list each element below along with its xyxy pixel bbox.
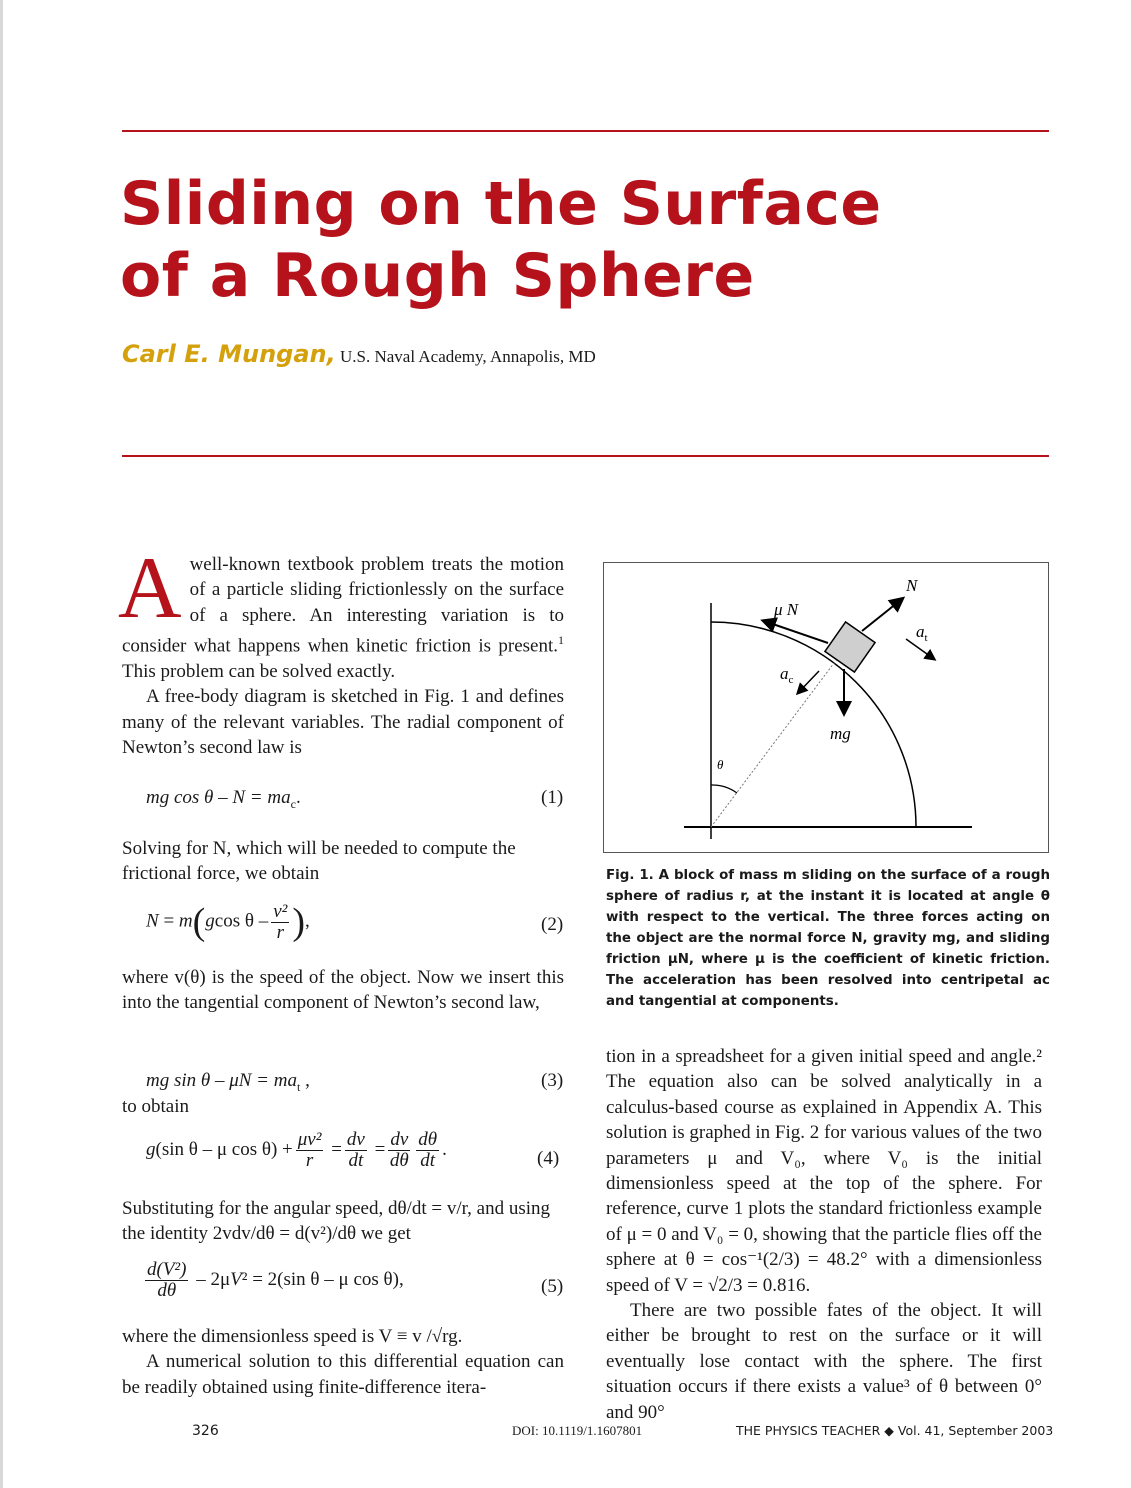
journal-info: THE PHYSICS TEACHER ◆ Vol. 41, September 2003 (736, 1423, 1054, 1438)
paragraph-5: to obtain (122, 1096, 190, 1117)
equation-4: g(sin θ – μ cos θ) + $\frac{\text{μv²}}{r}$ = $\frac{dv}{dt}$ = $\frac{dv}{d\theta}$ $\frac{d\theta}{dt}$ . (146, 1129, 447, 1171)
title-line-1: Sliding on the Surface (120, 169, 882, 239)
paragraph-1: well-known textbook problem treats the motion of a particle sliding frictionlessly on the surface of a sphere. An interesting variation is to consider what happens when kinetic friction is present. (122, 554, 564, 657)
right-column-text (606, 1044, 1042, 1425)
paragraph-2: A free-body diagram is sketched in Fig. 1 and defines many of the relevant variables. The radial component of Newton’s second law is (122, 686, 564, 759)
normal-force-arrow (862, 599, 902, 631)
theta-arc (711, 785, 737, 793)
friction-force-label: μ N (774, 600, 799, 619)
paragraph-1-end: This problem can be solved exactly. (122, 660, 396, 682)
paragraph-4: where v(θ) is the speed of the object. Now we insert this into the tangential component of Newton’s second law, (122, 967, 564, 1014)
paragraph-8: A numerical solution to this differential equation can be readily obtained using finite-difference itera- (122, 1351, 564, 1398)
equation-2: N = m(gcos θ – $\frac{\text{v²}}{r}$ ), (146, 900, 310, 943)
right-paragraph-1: tion in a spreadsheet for a given initial speed and angle.² The equation also can be solved analytically in a calculus-based course as explained in Appendix A. This solution is graphed in Fig. 2 for various values of the two parameters μ and V₀, where V₀ is the initial dimensionless speed at the top of the sphere. For reference, curve 1 plots the standard frictionless example of μ = 0 and V₀ = 0, showing that the particle flies off the sphere at θ = cos⁻¹(2/3) = 48.2° with a dimensionless speed of V = √2/3 = 0.816. (606, 1046, 1042, 1296)
page-edge (0, 0, 3, 1488)
radius-line (711, 655, 840, 827)
centripetal-accel-arrow (798, 671, 819, 693)
right-paragraph-2: There are two possible fates of the object. It will either be brought to rest on the surface or it will eventually lose contact with the sphere. The first situation occurs if there exists a value³ of θ between 0° and 90° (606, 1300, 1042, 1423)
theta-label: θ (717, 757, 724, 772)
equation-number-2: (2) (541, 914, 564, 935)
footnote-ref-1: 1 (558, 633, 564, 648)
tangential-accel-arrow (906, 639, 934, 659)
equation-number-5: (5) (541, 1276, 564, 1297)
drop-cap: A (118, 540, 182, 637)
paragraph-3: Solving for N, which will be needed to compute the frictional force, we obtain (122, 838, 516, 885)
sliding-block (825, 622, 875, 672)
author-affiliation: U.S. Naval Academy, Annapolis, MD (335, 347, 596, 366)
doi: DOI: 10.1119/1.1607801 (512, 1423, 643, 1438)
page-number: 326 (192, 1423, 219, 1439)
sphere-surface (711, 622, 916, 827)
intro-paragraphs (118, 540, 564, 761)
free-body-diagram (604, 563, 1048, 852)
figure-1-caption: Fig. 1. A block of mass m sliding on the surface of a rough sphere of radius r, at the instant it is located at angle θ with respect to the vertical. The three forces acting on the object are the normal force N, gravity mg, and sliding friction μN, where μ is the coefficient of kinetic friction. The acceleration has been resolved into centripetal ac and tangential at components. (606, 868, 1050, 1009)
equation-number-4: (4) (537, 1148, 560, 1169)
author-name: Carl E. Mungan, (122, 340, 336, 368)
tangential-accel-label: $a_t$ (916, 622, 928, 644)
article-title (120, 168, 882, 312)
equation-number-1: (1) (541, 787, 564, 808)
equation-3: mg $\sin \theta - \mu N = ma_t$ , (146, 1070, 310, 1094)
equation-5: $\frac{\text{d(V²)}}{d\theta}$ – 2μV² = 2(sin θ – μ cos θ), (147, 1259, 404, 1301)
header-bottom-rule (122, 455, 1049, 457)
title-line-2: of a Rough Sphere (120, 241, 755, 311)
centripetal-accel-label: $a_c$ (780, 664, 794, 686)
byline (122, 340, 596, 368)
paragraph-6: Substituting for the angular speed, dθ/dt = v/r, and using the identity 2vdv/dθ = d(v²)/dθ we get (122, 1198, 551, 1245)
closing-paragraphs (122, 1324, 564, 1400)
top-rule (122, 130, 1049, 132)
figure-1 (603, 562, 1049, 853)
paragraph-7: where the dimensionless speed is V ≡ v /√rg. (122, 1326, 463, 1347)
gravity-label: mg (830, 724, 851, 743)
normal-force-label: N (906, 576, 918, 595)
equation-number-3: (3) (541, 1070, 564, 1091)
equation-1: mg $\cos \theta - N = ma_c$. (146, 787, 301, 811)
